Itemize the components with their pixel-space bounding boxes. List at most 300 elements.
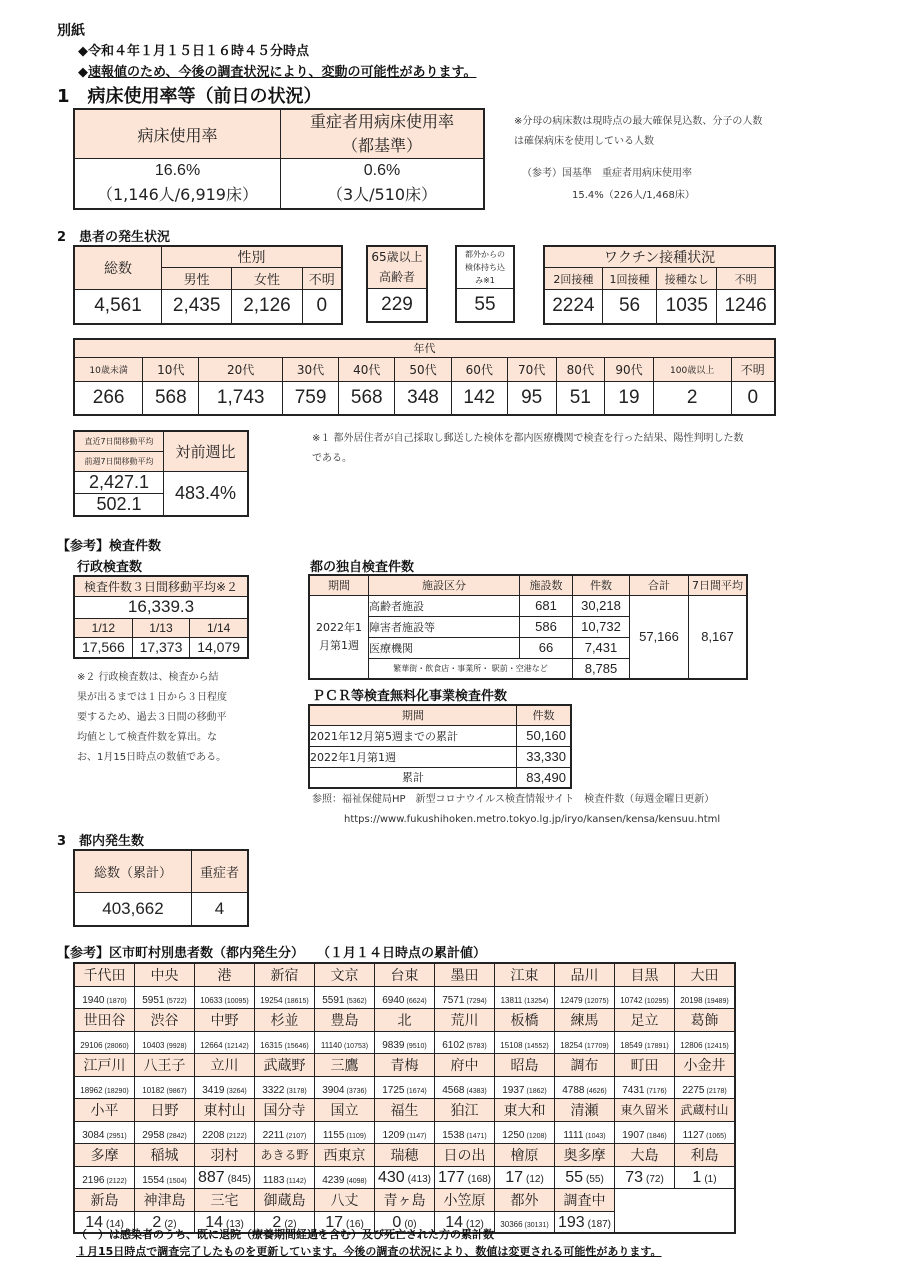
municipality-recovered: (2) xyxy=(284,1218,297,1230)
admin-date: 1/13 xyxy=(132,618,190,637)
admin-date: 1/14 xyxy=(190,618,248,637)
elderly-table xyxy=(366,245,428,323)
vaccine-status-value: 1035 xyxy=(657,290,717,324)
notice xyxy=(78,61,476,80)
municipality-count-cell xyxy=(555,1121,615,1143)
vaccine-status-header: 1回接種 xyxy=(602,268,657,290)
national-standard-value: 15.4%（226人/1,468床） xyxy=(572,190,695,201)
municipality-name: 奥多摩 xyxy=(555,1143,615,1166)
admin-tests-table xyxy=(73,575,249,659)
municipality-recovered: (1674) xyxy=(406,1087,427,1095)
municipality-count: 13811 xyxy=(500,995,523,1005)
section3-title: 3 都内発生数 xyxy=(57,834,145,849)
municipality-recovered: (1142) xyxy=(286,1177,307,1185)
female-value: 2,126 xyxy=(232,290,302,324)
municipality-count-cell xyxy=(375,1076,435,1098)
elderly-header-l1: 65歳以上 xyxy=(371,250,423,265)
municipality-recovered: (12) xyxy=(466,1218,484,1230)
municipality-count-cell xyxy=(555,1031,615,1053)
municipality-count-cell xyxy=(615,1166,675,1188)
municipality-recovered: (6624) xyxy=(406,997,427,1005)
municipality-count-cell xyxy=(435,1121,495,1143)
week-ratio-value: 483.4% xyxy=(164,471,249,516)
municipality-name: 東久留米 xyxy=(615,1098,675,1121)
municipality-name: 都外 xyxy=(495,1188,555,1211)
municipality-count: 10403 xyxy=(142,1040,165,1050)
municipality-name: 江戸川 xyxy=(74,1053,135,1076)
age-group-header: 年代 xyxy=(74,339,775,357)
municipality-name: 町田 xyxy=(615,1053,675,1076)
municipality-name: 豊島 xyxy=(315,1008,375,1031)
municipality-name: 墨田 xyxy=(435,963,495,986)
municipality-count: 2196 xyxy=(82,1174,105,1186)
municipality-count-cell xyxy=(375,1121,435,1143)
municipality-recovered: (15646) xyxy=(284,1042,309,1050)
admin-note-line: ※２ 行政検査数は、検査から結 xyxy=(77,672,219,683)
pcr-count: 83,490 xyxy=(517,767,572,788)
gender-unknown-value: 0 xyxy=(302,290,342,324)
own-tests-header: 7日間平均 xyxy=(689,575,748,595)
municipality-count: 20198 xyxy=(680,995,703,1005)
municipality-count: 1907 xyxy=(622,1129,645,1141)
municipality-count: 7571 xyxy=(442,994,465,1006)
notice-text: 速報値のため、今後の調査状況により、変動の可能性があります。 xyxy=(88,65,477,80)
municipality-recovered: (1109) xyxy=(346,1132,367,1140)
municipality-count-cell xyxy=(135,1166,195,1188)
municipality-name: 八丈 xyxy=(315,1188,375,1211)
municipality-count-cell xyxy=(255,986,315,1008)
age-group-value: 266 xyxy=(74,381,143,415)
municipality-count-cell xyxy=(195,986,255,1008)
outside-specimen-header xyxy=(456,246,514,288)
municipality-count-cell xyxy=(74,986,135,1008)
municipality-name: 日の出 xyxy=(435,1143,495,1166)
own-tests-header: 合計 xyxy=(630,575,689,595)
own-category: 医療機関 xyxy=(369,637,520,658)
municipality-count-cell xyxy=(555,1076,615,1098)
municipality-name: 武蔵村山 xyxy=(675,1098,736,1121)
municipality-recovered: (10753) xyxy=(343,1042,369,1050)
municipality-recovered: (4383) xyxy=(466,1087,487,1095)
municipality-recovered: (7176) xyxy=(646,1087,667,1095)
municipality-count: 0 xyxy=(392,1213,402,1231)
municipality-count-cell xyxy=(315,1166,375,1188)
municipality-count-cell xyxy=(74,1031,135,1053)
municipality-count: 5951 xyxy=(142,994,165,1006)
municipality-name: 葛飾 xyxy=(675,1008,736,1031)
municipality-recovered: (3736) xyxy=(346,1087,367,1095)
municipality-count-cell xyxy=(135,1031,195,1053)
municipality-recovered: (14552) xyxy=(524,1042,549,1050)
admin-date-value: 17,566 xyxy=(74,637,132,658)
municipality-name: 青ヶ島 xyxy=(375,1188,435,1211)
prev-avg-header: 前週7日間移動平均 xyxy=(74,451,164,471)
municipality-name: 大田 xyxy=(675,963,736,986)
municipality-count: 1940 xyxy=(82,994,105,1006)
municipality-name: 昭島 xyxy=(495,1053,555,1076)
municipality-name: 神津島 xyxy=(135,1188,195,1211)
municipality-name: 武蔵野 xyxy=(255,1053,315,1076)
age-group-header-cell: 50代 xyxy=(395,357,451,381)
municipality-count: 430 xyxy=(377,1169,405,1186)
cumulative-total-header: 総数（累計） xyxy=(74,850,192,892)
age-group-header-cell: 10歳未満 xyxy=(74,357,143,381)
severe-bed-usage-detail: （3人/510床） xyxy=(326,185,438,205)
own-tests-table xyxy=(308,574,748,680)
age-group-value: 348 xyxy=(395,381,451,415)
municipality-count-cell xyxy=(74,1076,135,1098)
municipality-name: 新島 xyxy=(74,1188,135,1211)
municipality-name: 荒川 xyxy=(435,1008,495,1031)
municipality-count: 18254 xyxy=(560,1040,583,1050)
municipality-count: 2208 xyxy=(202,1129,225,1141)
age-group-value: 51 xyxy=(556,381,605,415)
timestamp: ◆令和４年１月１５日１６時４５分時点 xyxy=(78,44,309,59)
pcr-tests-title: ＰＣＲ等検査無料化事業検査件数 xyxy=(312,689,508,704)
own-7day-avg: 8,167 xyxy=(689,595,748,679)
municipality-name: 台東 xyxy=(375,963,435,986)
municipality-name: 世田谷 xyxy=(74,1008,135,1031)
elderly-header xyxy=(367,246,427,288)
municipality-recovered: (1504) xyxy=(166,1177,187,1185)
municipality-name: 三宅 xyxy=(195,1188,255,1211)
own-category: 高齢者施設 xyxy=(369,595,520,616)
municipality-count-cell xyxy=(435,1031,495,1053)
municipality-recovered: (17891) xyxy=(644,1042,669,1050)
municipality-count: 9839 xyxy=(382,1039,405,1051)
elderly-header-l2: 高齢者 xyxy=(378,270,415,285)
municipal-title: 【参考】区市町村別患者数（都内発生分） （１月１４日時点の累計値） xyxy=(57,946,487,961)
own-misc-category: 繁華街・飲食店・事業所・ 駅前・空港など xyxy=(369,658,573,679)
municipality-name: 千代田 xyxy=(74,963,135,986)
municipality-recovered: (5362) xyxy=(346,997,367,1005)
municipality-count: 3904 xyxy=(322,1084,345,1096)
age-group-value: 1,743 xyxy=(199,381,282,415)
total-header: 総数 xyxy=(74,246,162,290)
municipality-recovered: (187) xyxy=(587,1218,612,1230)
age-group-header-cell: 40代 xyxy=(339,357,395,381)
municipality-name: 小平 xyxy=(74,1098,135,1121)
male-value: 2,435 xyxy=(162,290,232,324)
municipality-count-cell xyxy=(675,1166,736,1188)
municipality-count-cell xyxy=(375,1031,435,1053)
own-tests-header: 施設数 xyxy=(520,575,573,595)
municipality-recovered: (3264) xyxy=(226,1087,247,1095)
severe-bed-usage-header-l1: 重症者用病床使用率 xyxy=(309,112,454,131)
vaccine-status-value: 2224 xyxy=(544,290,602,324)
municipality-count-cell xyxy=(555,1211,615,1233)
municipality-count: 29106 xyxy=(80,1040,103,1050)
municipality-name: 福生 xyxy=(375,1098,435,1121)
municipality-count: 16315 xyxy=(260,1040,283,1050)
own-count: 30,218 xyxy=(573,595,630,616)
week-ratio-header: 対前週比 xyxy=(164,431,249,471)
municipality-count-cell xyxy=(255,1076,315,1098)
municipality-name: 調布 xyxy=(555,1053,615,1076)
admin-note-line: 果が出るまでは１日から３日程度 xyxy=(77,692,227,703)
municipality-count: 12479 xyxy=(560,995,583,1005)
age-group-value: 568 xyxy=(339,381,395,415)
municipality-count: 12664 xyxy=(200,1040,223,1050)
municipality-recovered: (4626) xyxy=(586,1087,607,1095)
national-standard-label: （参考）国基準 重症者用病床使用率 xyxy=(522,168,692,179)
municipality-name: 東村山 xyxy=(195,1098,255,1121)
municipality-recovered: (2107) xyxy=(286,1132,307,1140)
age-group-header-cell: 10代 xyxy=(143,357,199,381)
municipality-count: 2275 xyxy=(682,1084,705,1096)
municipality-count-cell xyxy=(375,986,435,1008)
municipality-count: 2 xyxy=(272,1213,282,1231)
municipality-count: 177 xyxy=(437,1169,465,1186)
municipality-name: 日野 xyxy=(135,1098,195,1121)
severe-bed-usage-value xyxy=(281,159,485,209)
pcr-period: 2022年1月第1週 xyxy=(309,746,517,767)
municipality-count: 3084 xyxy=(82,1129,105,1141)
municipality-recovered: (12415) xyxy=(704,1042,729,1050)
municipality-count: 14 xyxy=(85,1213,103,1231)
moving-average-table xyxy=(73,430,249,517)
municipality-count-cell xyxy=(615,986,675,1008)
municipality-count: 2 xyxy=(152,1213,162,1231)
municipality-recovered: (1147) xyxy=(406,1132,427,1140)
reference-url[interactable]: https://www.fukushihoken.metro.tokyo.lg.jp/iryo/kansen/kensa/kensuu.html xyxy=(344,814,721,825)
municipality-recovered: (9928) xyxy=(166,1042,187,1050)
municipality-name: 港 xyxy=(195,963,255,986)
municipality-count: 17 xyxy=(325,1213,343,1231)
municipality-name: 稲城 xyxy=(135,1143,195,1166)
municipality-name: 江東 xyxy=(495,963,555,986)
municipality-name: 羽村 xyxy=(195,1143,255,1166)
municipality-count: 1155 xyxy=(322,1129,345,1141)
municipality-name: 瑞穂 xyxy=(375,1143,435,1166)
age-group-value: 0 xyxy=(731,381,775,415)
municipality-recovered: (2) xyxy=(164,1218,177,1230)
municipal-table xyxy=(73,962,736,1234)
municipality-recovered: (413) xyxy=(407,1174,432,1185)
elderly-value: 229 xyxy=(367,288,427,322)
municipality-name: 杉並 xyxy=(255,1008,315,1031)
municipality-count: 1554 xyxy=(142,1174,165,1186)
age-table xyxy=(73,338,776,416)
municipality-recovered: (1846) xyxy=(646,1132,667,1140)
admin-date: 1/12 xyxy=(74,618,132,637)
municipality-count-cell xyxy=(495,1076,555,1098)
vaccine-status-header: 2回接種 xyxy=(544,268,602,290)
severe-bed-usage-header-l2: （都基準） xyxy=(341,136,422,155)
municipality-name: 多摩 xyxy=(74,1143,135,1166)
municipality-count-cell xyxy=(195,1076,255,1098)
municipality-count-cell xyxy=(135,1076,195,1098)
municipality-count: 2958 xyxy=(142,1129,165,1141)
vaccine-status-value: 56 xyxy=(602,290,657,324)
own-category: 障害者施設等 xyxy=(369,616,520,637)
recent-avg-header: 直近7日間移動平均 xyxy=(74,431,164,451)
own-tests-header: 件数 xyxy=(573,575,630,595)
municipality-recovered: (12075) xyxy=(584,997,609,1005)
municipality-name: 小笠原 xyxy=(435,1188,495,1211)
municipality-name: 新宿 xyxy=(255,963,315,986)
age-group-value: 19 xyxy=(605,381,654,415)
gender-header: 性別 xyxy=(162,246,343,268)
municipality-count-cell xyxy=(435,986,495,1008)
municipality-count: 10633 xyxy=(200,995,223,1005)
municipality-count: 7431 xyxy=(622,1084,645,1096)
outside-header-l2: 検体持ち込 xyxy=(465,262,505,272)
admin-tests-title: 行政検査数 xyxy=(77,560,143,575)
cumulative-table xyxy=(73,849,249,927)
municipality-count: 4239 xyxy=(322,1174,345,1186)
notice-marker: ◆ xyxy=(78,65,88,80)
bed-usage-value xyxy=(74,159,281,209)
tests-title: 【参考】検査件数 xyxy=(57,539,162,554)
age-group-header-cell: 90代 xyxy=(605,357,654,381)
age-group-header-cell: 20代 xyxy=(199,357,282,381)
municipality-count: 73 xyxy=(625,1169,643,1186)
municipality-count-cell xyxy=(315,1076,375,1098)
municipality-name: 渋谷 xyxy=(135,1008,195,1031)
municipality-recovered: (16) xyxy=(346,1218,364,1230)
bed-usage-detail: （1,146人/6,919床） xyxy=(96,185,258,205)
municipality-recovered: (3178) xyxy=(286,1087,307,1095)
age-group-header-cell: 30代 xyxy=(282,357,338,381)
vaccine-table xyxy=(543,245,776,325)
municipality-recovered: (28060) xyxy=(104,1042,129,1050)
municipality-recovered: (13254) xyxy=(524,997,549,1005)
municipality-recovered: (12) xyxy=(526,1174,544,1185)
municipality-count-cell xyxy=(615,1121,675,1143)
admin-note-line: 要するため、過去３日間の移動平 xyxy=(77,712,227,723)
municipality-recovered: (1471) xyxy=(466,1132,487,1140)
outside-header-l3: み※1 xyxy=(475,275,495,285)
municipality-count-cell xyxy=(675,1031,736,1053)
municipal-footnote: （ ）は感染者のうち、既に退院（療養期間経過を含む）及び死亡された方の累計数 xyxy=(76,1228,494,1241)
municipality-recovered: (1) xyxy=(704,1174,717,1185)
recent-avg-value: 2,427.1 xyxy=(74,471,164,493)
municipality-count: 12806 xyxy=(680,1040,703,1050)
age-group-header-cell: 不明 xyxy=(731,357,775,381)
municipality-name: 三鷹 xyxy=(315,1053,375,1076)
attachment-label: 別紙 xyxy=(57,23,85,39)
municipality-count-cell xyxy=(315,1121,375,1143)
bed-usage-pct: 16.6% xyxy=(154,162,201,180)
severe-value: 4 xyxy=(192,892,249,926)
own-tests-header: 施設区分 xyxy=(369,575,520,595)
municipality-name: 国分寺 xyxy=(255,1098,315,1121)
municipality-name: 目黒 xyxy=(615,963,675,986)
municipality-count-cell xyxy=(495,986,555,1008)
municipality-count-cell xyxy=(195,1121,255,1143)
municipal-update-note: １月15日時点で調査完了したものを更新しています。今後の調査の状況により、数値は変更される可能性があります。 xyxy=(76,1245,662,1258)
municipality-recovered: (19489) xyxy=(704,997,729,1005)
municipality-name: 東大和 xyxy=(495,1098,555,1121)
female-header: 女性 xyxy=(232,268,302,290)
municipality-count-cell xyxy=(495,1211,555,1233)
municipality-count: 14 xyxy=(205,1213,223,1231)
municipality-name: 檜原 xyxy=(495,1143,555,1166)
own-misc-count: 8,785 xyxy=(573,658,630,679)
municipality-count: 30366 xyxy=(500,1220,523,1230)
municipality-count: 18549 xyxy=(620,1040,643,1050)
municipality-name: 中野 xyxy=(195,1008,255,1031)
municipality-recovered: (5783) xyxy=(466,1042,487,1050)
municipality-count: 10182 xyxy=(142,1085,165,1095)
own-tests-title: 都の独自検査件数 xyxy=(310,560,415,575)
municipality-recovered: (2951) xyxy=(106,1132,127,1140)
municipal-grid xyxy=(73,962,736,1234)
own-total: 57,166 xyxy=(630,595,689,679)
municipality-count: 19254 xyxy=(260,995,283,1005)
municipality-name: 中央 xyxy=(135,963,195,986)
age-group-value: 2 xyxy=(653,381,731,415)
municipality-recovered: (2842) xyxy=(166,1132,187,1140)
municipality-count-cell xyxy=(615,1031,675,1053)
municipality-name: 板橋 xyxy=(495,1008,555,1031)
municipality-name: 文京 xyxy=(315,963,375,986)
municipality-count-cell xyxy=(555,986,615,1008)
municipality-recovered: (9510) xyxy=(406,1042,427,1050)
outside-note-2: である。 xyxy=(312,453,352,464)
own-period-l1: 2022年1 xyxy=(316,620,362,634)
municipality-recovered: (7294) xyxy=(466,997,487,1005)
municipality-count: 3419 xyxy=(202,1084,225,1096)
municipality-count: 1111 xyxy=(563,1129,584,1141)
municipality-count-cell xyxy=(555,1166,615,1188)
municipality-count: 6102 xyxy=(442,1039,465,1051)
municipality-count-cell xyxy=(495,1121,555,1143)
municipality-recovered: (55) xyxy=(586,1174,604,1185)
bed-note-1: ※分母の病床数は現時点の最大確保見込数、分子の人数 xyxy=(514,116,763,127)
bed-usage-header: 病床使用率 xyxy=(74,109,281,159)
municipality-recovered: (17709) xyxy=(584,1042,609,1050)
municipality-count: 17 xyxy=(505,1169,523,1186)
municipality-recovered: (845) xyxy=(227,1174,252,1185)
municipality-count-cell xyxy=(74,1121,135,1143)
municipality-recovered: (12142) xyxy=(224,1042,249,1050)
municipality-recovered: (13) xyxy=(226,1218,244,1230)
own-count: 7,431 xyxy=(573,637,630,658)
own-facilities: 66 xyxy=(520,637,573,658)
municipality-recovered: (10295) xyxy=(644,997,669,1005)
municipality-recovered: (72) xyxy=(646,1174,664,1185)
outside-specimen-table xyxy=(455,245,515,323)
vaccine-status-value: 1246 xyxy=(717,290,775,324)
municipality-count: 55 xyxy=(565,1169,583,1186)
municipality-count: 14 xyxy=(445,1213,463,1231)
municipality-name: 清瀬 xyxy=(555,1098,615,1121)
municipality-recovered: (14) xyxy=(106,1218,124,1230)
own-period xyxy=(309,595,369,679)
pcr-tests-table xyxy=(308,704,572,789)
municipality-name: 北 xyxy=(375,1008,435,1031)
own-tests-header: 期間 xyxy=(309,575,369,595)
age-group-header-cell: 80代 xyxy=(556,357,605,381)
age-group-header-cell: 70代 xyxy=(507,357,556,381)
municipality-name: 大島 xyxy=(615,1143,675,1166)
municipality-count-cell xyxy=(615,1076,675,1098)
admin-tests-note xyxy=(77,668,227,768)
age-group-header-cell: 100歳以上 xyxy=(653,357,731,381)
municipality-name: 小金井 xyxy=(675,1053,736,1076)
municipality-count-cell xyxy=(495,1031,555,1053)
municipality-count: 3322 xyxy=(262,1084,285,1096)
municipality-count: 11140 xyxy=(320,1040,342,1050)
admin-avg-value: 16,339.3 xyxy=(74,596,248,618)
own-facilities: 586 xyxy=(520,616,573,637)
severe-header: 重症者 xyxy=(192,850,249,892)
pcr-period-header: 期間 xyxy=(309,705,517,725)
municipality-recovered: (168) xyxy=(467,1174,492,1185)
severe-bed-usage-header xyxy=(281,109,485,159)
